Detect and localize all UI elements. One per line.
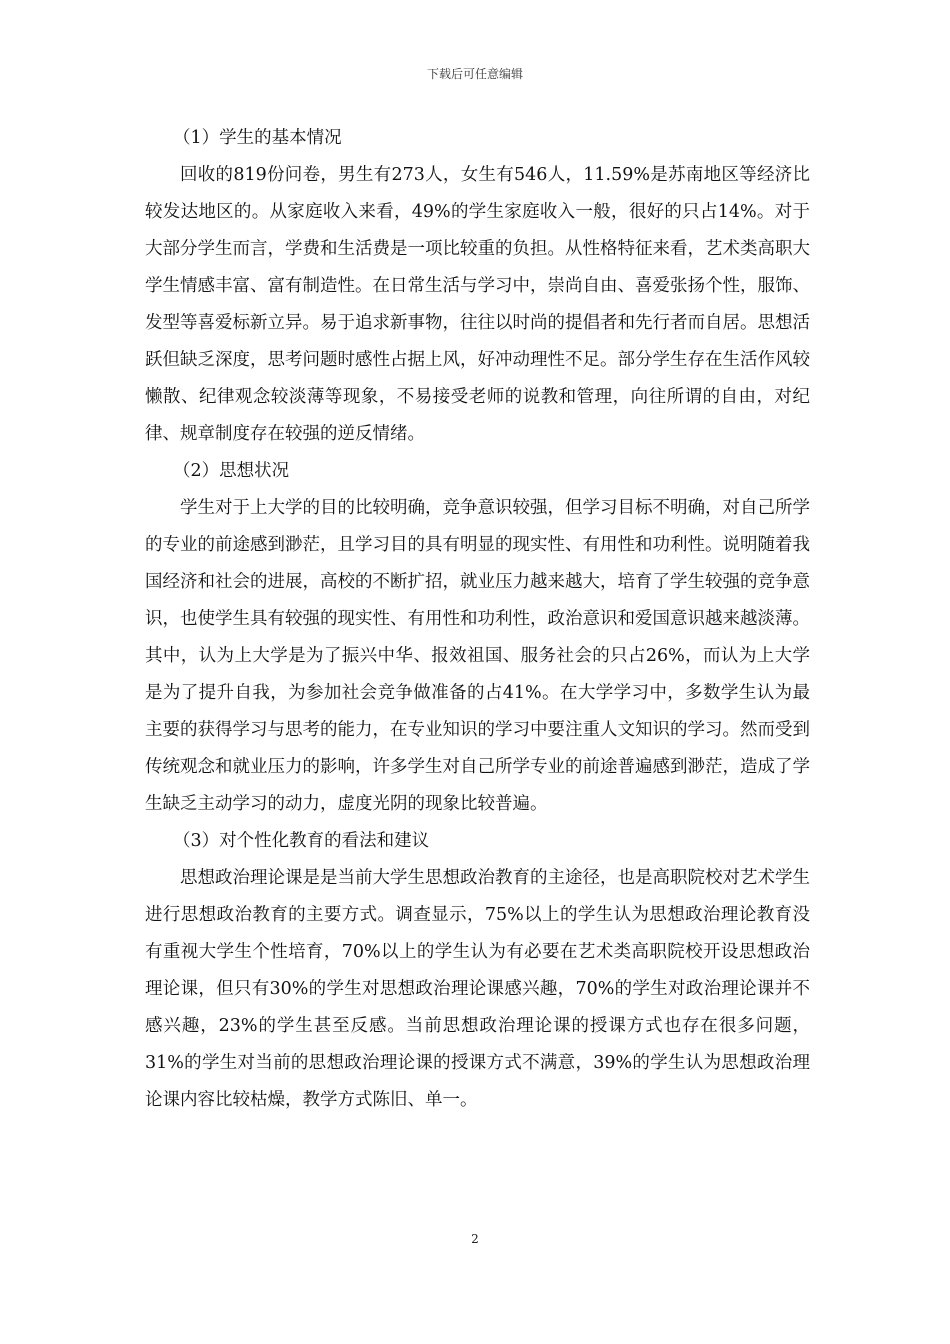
section-heading-basic-info: （1）学生的基本情况 (173, 128, 342, 148)
section-heading-personalized-education: （3）对个性化教育的看法和建议 (173, 831, 430, 851)
paragraph-personalized-education: 思想政治理论课是是当前大学生思想政治教育的主途径，也是高职院校对艺术学生进行思想政治教育的主要方式。调查显示，75%以上的学生认为思想政治理论教育没有重视大学生个性培育，70%以上的学生认为有必要在艺术类高职院校开设思想政治理论课，但只有30%的学生对思想政治理论课感兴趣，70%的学生对政治理论课并不感兴趣，23%的学生甚至反感。当前思想政治理论课的授课方式也存在很多问题，31%的学生对当前的思想政治理论课的授课方式不满意，39%的学生认为思想政治理论课内容比较枯燥，教学方式陈旧、单一。 (145, 868, 810, 1110)
section-heading-thought-status: （2）思想状况 (173, 461, 290, 481)
paragraph-basic-info: 回收的819份问卷，男生有273人，女生有546人，11.59%是苏南地区等经济比较发达地区的。从家庭收入来看，49%的学生家庭收入一般，很好的只占14%。对于大部分学生而言，学费和生活费是一项比较重的负担。从性格特征来看，艺术类高职大学生情感丰富、富有制造性。在日常生活与学习中，崇尚自由、喜爱张扬个性，服饰、发型等喜爱标新立异。易于追求新事物，往往以时尚的提倡者和先行者而自居。思想活跃但缺乏深度，思考问题时感性占据上风，好冲动理性不足。部分学生存在生活作风较懒散、纪律观念较淡薄等现象，不易接受老师的说教和管理，向往所谓的自由，对纪律、规章制度存在较强的逆反情绪。 (145, 165, 810, 444)
page-header: 下载后可任意编辑 (426, 67, 523, 81)
paragraph-thought-status: 学生对于上大学的目的比较明确，竞争意识较强，但学习目标不明确，对自己所学的专业的前途感到渺茫，且学习目的具有明显的现实性、有用性和功利性。说明随着我国经济和社会的进展，高校的不断扩招，就业压力越来越大，培育了学生较强的竞争意识，也使学生具有较强的现实性、有用性和功利性，政治意识和爱国意识越来越淡薄。其中，认为上大学是为了振兴中华、报效祖国、服务社会的只占26%，而认为上大学是为了提升自我，为参加社会竞争做准备的占41%。在大学学习中，多数学生认为最主要的获得学习与思考的能力，在专业知识的学习中要注重人文知识的学习。然而受到传统观念和就业压力的影响，许多学生对自己所学专业的前途普遍感到渺茫，造成了学生缺乏主动学习的动力，虚度光阴的现象比较普遍。 (145, 498, 810, 814)
page-number: 2 (471, 1232, 479, 1246)
document-body (145, 120, 810, 1119)
